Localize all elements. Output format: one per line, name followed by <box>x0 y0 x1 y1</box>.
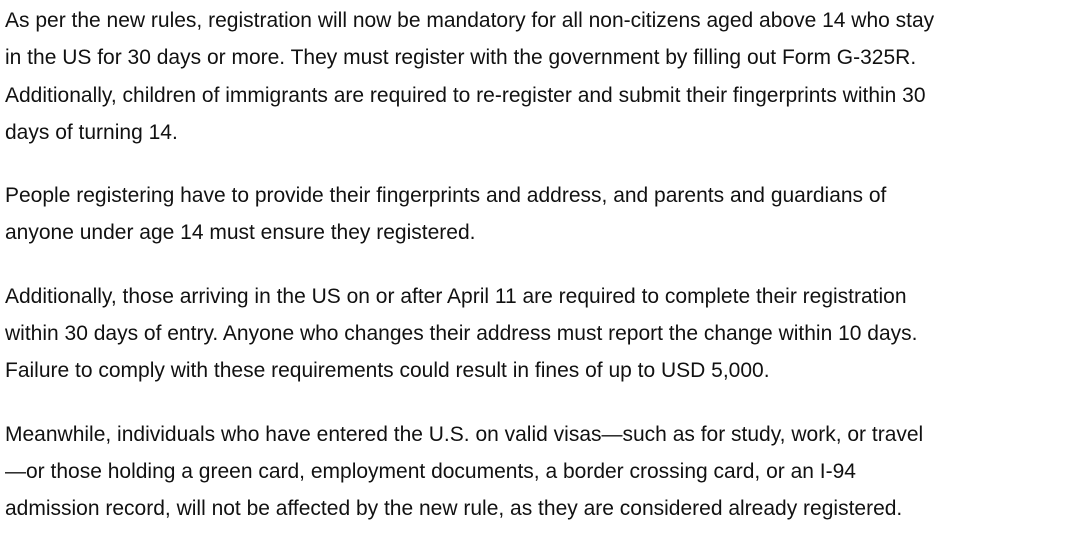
paragraph-registration-mandate <box>5 2 1080 151</box>
text-line: People registering have to provide their fingerprints and address, and parents and guardians of <box>5 184 887 208</box>
paragraph-fingerprints-address <box>5 177 1080 252</box>
text-line: —or those holding a green card, employment documents, a border crossing card, or an I-94 <box>5 459 856 483</box>
text-line: Meanwhile, individuals who have entered the U.S. on valid visas—such as for study, work, or travel <box>5 422 924 446</box>
text-line: within 30 days of entry. Anyone who changes their address must report the change within 10 days. <box>5 322 918 346</box>
text-line: Additionally, children of immigrants are required to re-register and submit their fingerprints within 30 <box>5 83 926 107</box>
text-line: days of turning 14. <box>5 120 178 144</box>
text-line: in the US for 30 days or more. They must register with the government by filling out Form G-325R. <box>5 46 917 70</box>
paragraph-arrivals-penalties <box>5 278 1080 390</box>
paragraph-exemptions <box>5 416 1080 528</box>
text-line: As per the new rules, registration will now be mandatory for all non-citizens aged above 14 who stay <box>5 9 935 32</box>
text-line: anyone under age 14 must ensure they registered. <box>5 221 476 245</box>
text-line: admission record, will not be affected by the new rule, as they are considered already registered. <box>5 497 903 521</box>
article-body <box>0 2 1080 528</box>
text-line: Additionally, those arriving in the US on or after April 11 are required to complete their registration <box>5 284 907 308</box>
text-line: Failure to comply with these requirements could result in fines of up to USD 5,000. <box>5 359 770 383</box>
